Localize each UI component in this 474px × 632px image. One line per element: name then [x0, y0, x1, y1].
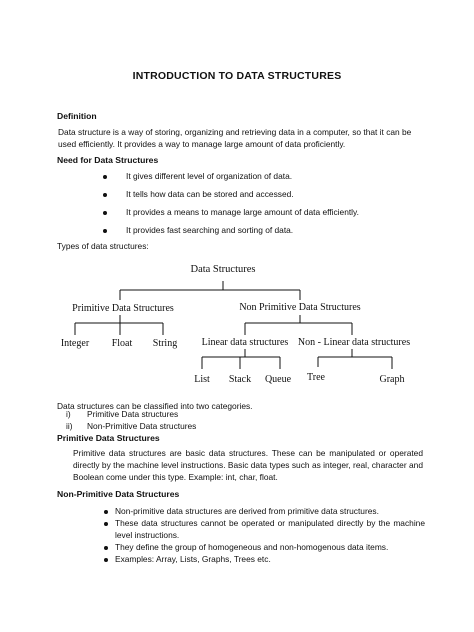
bullet-dot [104, 522, 108, 526]
bullet-dot [104, 510, 108, 514]
diagram-tree-label: Tree [307, 372, 325, 383]
non-primitive-item-3: They define the group of homogeneous and non-homogenous data items. [115, 542, 389, 552]
category-item-2: Non-Primitive Data structures [87, 421, 197, 431]
bullet-dot [103, 211, 107, 215]
need-item-1: It gives different level of organization of data. [126, 171, 293, 181]
non-primitive-item-2: These data structures cannot be operated or manipulated directly by the machine level instructions. [115, 518, 425, 540]
bullet-dot [103, 175, 107, 179]
bullet-dot [104, 546, 108, 550]
category-item-1: Primitive Data structures [87, 409, 179, 419]
list-number: i) [66, 409, 71, 419]
bullet-dot [104, 558, 108, 562]
need-item-3: It provides a means to manage large amount of data efficiently. [126, 207, 359, 217]
diagram-float-label: Float [111, 338, 133, 349]
diagram-non-primitive-label: Non Primitive Data Structures [239, 302, 361, 313]
non-primitive-item-1: Non-primitive data structures are derived from primitive data structures. [115, 506, 379, 516]
non-primitive-item-4: Examples: Array, Lists, Graphs, Trees etc. [115, 554, 271, 564]
diagram-integer-label: Integer [60, 338, 90, 349]
need-heading: Need for Data Structures [57, 155, 159, 165]
primitive-heading: Primitive Data Structures [57, 433, 160, 443]
list-number: ii) [66, 421, 73, 431]
primitive-text: Primitive data structures are basic data structures. These can be manipulated or operated directly by the machine level instructions. Basic data types such as integer, real, character and Boolean come under this type. Example: int, char, float. [73, 448, 423, 482]
diagram-linear-label: Linear data structures [201, 337, 289, 348]
definition-text: Data structure is a way of storing, organizing and retrieving data in a computer, so that it can be used efficiently. It provides a way to manage large amount of data proficiently. [58, 127, 412, 149]
diagram-list-label: List [194, 374, 210, 385]
bullet-dot [103, 193, 107, 197]
non-primitive-heading: Non-Primitive Data Structures [57, 489, 180, 499]
diagram-primitive-label: Primitive Data Structures [72, 303, 174, 314]
page-title: INTRODUCTION TO DATA STRUCTURES [132, 70, 342, 82]
data-structures-tree-diagram [0, 255, 474, 395]
types-label: Types of data structures: [57, 241, 149, 251]
diagram-root-label: Data Structures [190, 264, 256, 275]
diagram-graph-label: Graph [379, 374, 405, 385]
diagram-queue-label: Queue [264, 374, 292, 385]
diagram-stack-label: Stack [228, 374, 252, 385]
need-item-4: It provides fast searching and sorting of data. [126, 225, 294, 235]
bullet-dot [103, 229, 107, 233]
diagram-string-label: String [152, 338, 178, 349]
diagram-non-linear-label: Non - Linear data structures [297, 337, 411, 348]
classified-text: Data structures can be classified into two categories. [57, 401, 253, 411]
definition-heading: Definition [57, 111, 97, 121]
need-item-2: It tells how data can be stored and accessed. [126, 189, 294, 199]
